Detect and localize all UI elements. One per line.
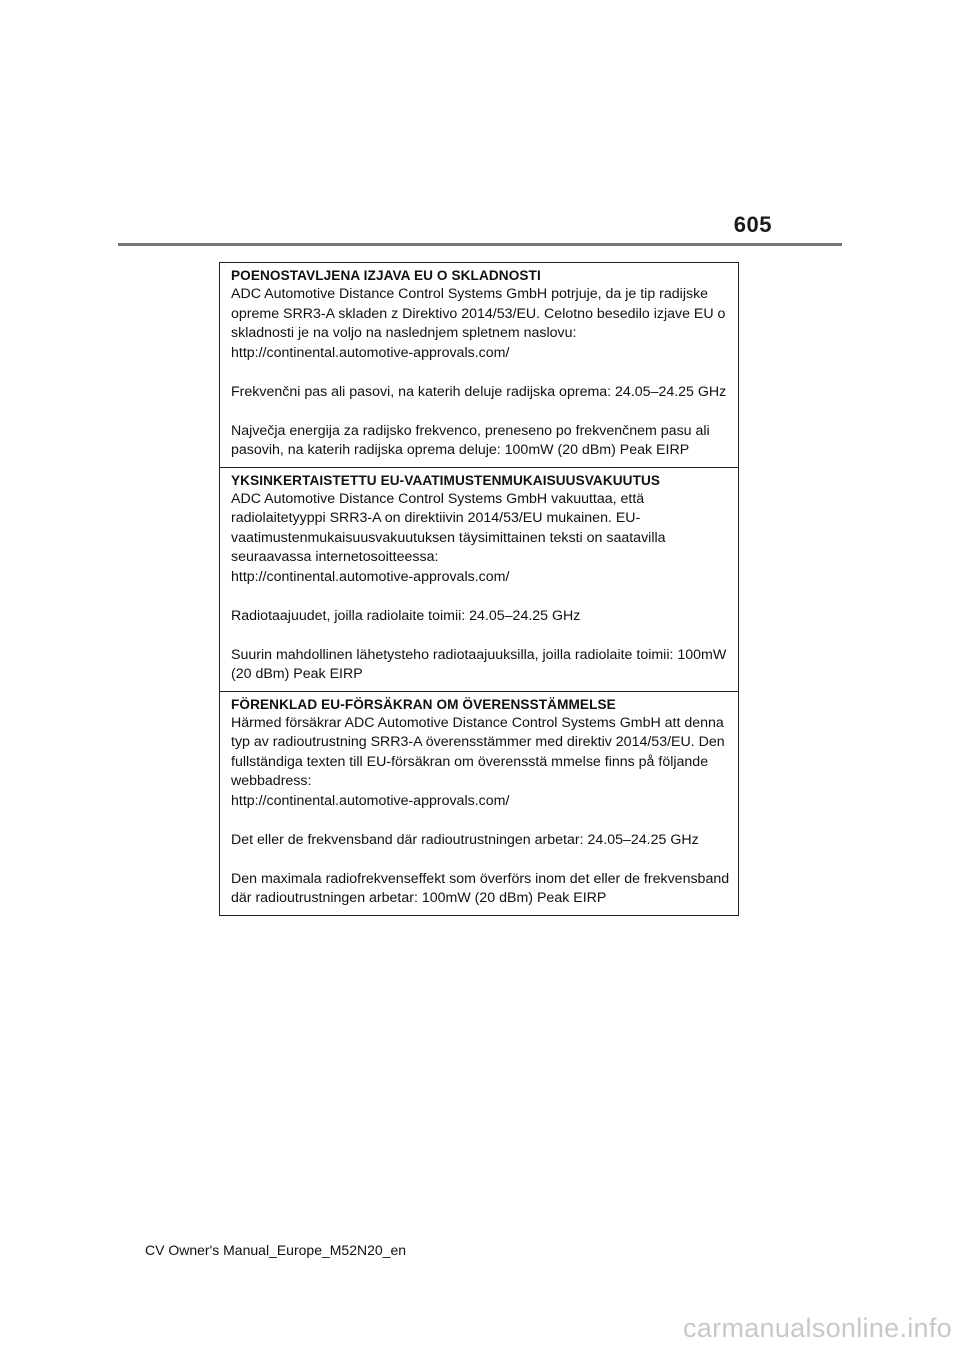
declaration-section-slovenian bbox=[220, 263, 738, 467]
declaration-table bbox=[219, 262, 739, 916]
section-paragraph: ADC Automotive Distance Control Systems GmbH potrjuje, da je tip radijske opreme SRR3-A skladen z Direktivo 2014/53/EU. Celotno besedilo izjave EU o skladnosti je na voljo na naslednjem spletnem naslovu: http://continental.automotive-approvals.com/ bbox=[231, 286, 726, 361]
section-paragraph: Radiotaajuudet, joilla radiolaite toimii: 24.05–24.25 GHz bbox=[231, 607, 581, 624]
section-title: FÖRENKLAD EU-FÖRSÄKRAN OM ÖVERENSSTÄMMELSE bbox=[231, 696, 616, 712]
section-paragraph: Frekvenčni pas ali pasovi, na katerih deluje radijska oprema: 24.05–24.25 GHz bbox=[231, 383, 727, 400]
section-paragraph: Največja energija za radijsko frekvenco, preneseno po frekvenčnem pasu ali pasovih, na katerih radijska oprema deluje: 100mW (20 dBm) Peak EIRP bbox=[231, 422, 710, 458]
watermark-logo: carmanualsonline.info bbox=[683, 1313, 952, 1343]
declaration-section-finnish bbox=[220, 467, 738, 691]
section-paragraph: ADC Automotive Distance Control Systems GmbH vakuuttaa, että radiolaitetyyppi SRR3-A on direktiivin 2014/53/EU mukainen. EU-vaatimustenmukaisuusvakuutuksen täysimittainen teksti on saatavilla seuraavassa internetosoitteessa: http://continental.automotive-approvals.com/ bbox=[231, 490, 666, 585]
section-title: POENOSTAVLJENA IZJAVA EU O SKLADNOSTI bbox=[231, 268, 541, 283]
section-paragraph: Den maximala radiofrekvenseffekt som överförs inom det eller de frekvensband där radioutrustningen arbetar: 100mW (20 dBm) Peak EIRP bbox=[231, 870, 730, 906]
manual-footer: CV Owner's Manual_Europe_M52N20_en bbox=[145, 1242, 407, 1258]
declaration-section-swedish bbox=[220, 691, 738, 915]
section-paragraph: Det eller de frekvensband där radioutrustningen arbetar: 24.05–24.25 GHz bbox=[231, 831, 699, 848]
page-number: 605 bbox=[733, 212, 772, 237]
section-paragraph: Härmed försäkrar ADC Automotive Distance Control Systems GmbH att denna typ av radioutrustning SRR3-A överensstämmer med direktiv 2014/53/EU. Den fullständiga texten till EU-försäkran om överensstä mmelse finns på följande webbadress: http://continental.automotive-approvals.com/ bbox=[231, 714, 725, 809]
section-title: YKSINKERTAISTETTU EU-VAATIMUSTENMUKAISUUSVAKUUTUS bbox=[231, 472, 661, 488]
header-divider bbox=[118, 243, 842, 246]
section-paragraph: Suurin mahdollinen lähetysteho radiotaajuuksilla, joilla radiolaite toimii: 100mW (20 dBm) Peak EIRP bbox=[231, 646, 727, 682]
